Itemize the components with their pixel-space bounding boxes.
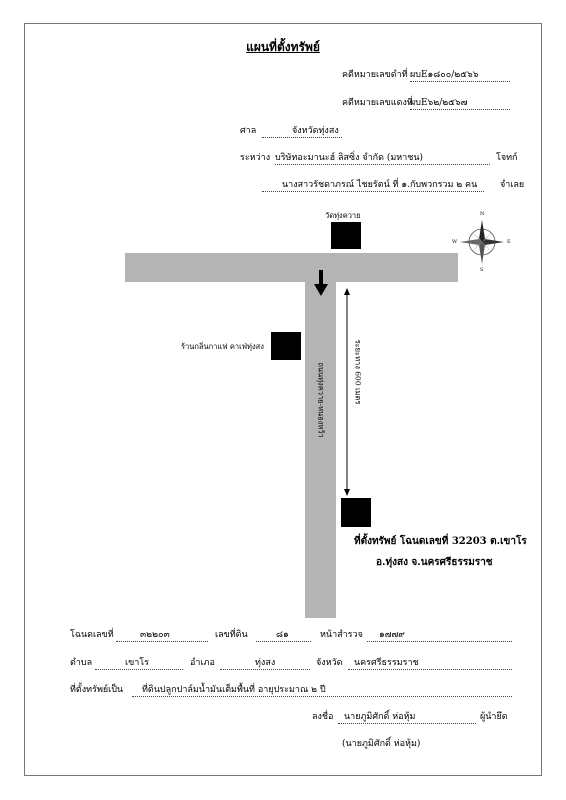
distance-arrow-icon	[342, 288, 352, 496]
sign-value: นายภูมิศักดิ์ ห่อหุ้ม	[338, 712, 476, 724]
court-label: ศาล	[240, 126, 257, 136]
subdistrict-label: ตำบล	[70, 658, 93, 668]
property-location-line2: อ.ทุ่งสง จ.นครศรีธรรมราช	[376, 557, 493, 568]
direction-arrow-icon	[314, 270, 328, 296]
between-label: ระหว่าง	[240, 153, 271, 163]
land-no-label: เลขที่ดิน	[215, 630, 248, 640]
compass-east-label: E	[507, 239, 511, 245]
plaintiff-label: โจทก์	[496, 153, 518, 163]
sign-label: ลงชื่อ	[312, 712, 334, 722]
compass-north-label: N	[480, 211, 485, 217]
red-case-value: ผบE๖๒/๒๕๖๗	[410, 98, 510, 110]
temple-label: วัดทุ่งควาย	[325, 211, 361, 220]
defendant-value: นางสาวรัชดาภรณ์ ไชยรัตน์ ที่ ๑.กับพวกรวม ๒ คน	[262, 180, 484, 192]
property-location-line1: ที่ตั้งทรัพย์ โฉนดเลขที่ 32203 ต.เขาโร	[354, 536, 527, 547]
district-value: ทุ่งสง	[220, 658, 310, 670]
distance-label: ระยะทาง 600 เมตร	[353, 339, 363, 405]
black-case-label: คดีหมายเลขดำที่	[342, 70, 408, 80]
province-label: จังหวัด	[316, 658, 343, 668]
page-title: แผนที่ตั้งทรัพย์	[246, 40, 320, 54]
compass-west-label: W	[452, 239, 458, 245]
compass-south-label: S	[480, 267, 484, 273]
province-value: นครศรีธรรมราช	[348, 658, 512, 670]
shop-marker	[271, 332, 301, 360]
deed-no-label: โฉนดเลขที่	[70, 630, 114, 640]
plaintiff-value: บริษัทอะมานะฮ์ ลิสซิ่ง จำกัด (มหาชน)	[275, 153, 490, 165]
defendant-label: จำเลย	[500, 180, 525, 190]
property-marker	[341, 498, 371, 527]
main-road	[125, 253, 458, 282]
black-case-value: ผบE๑๘๐๐/๒๕๖๖	[410, 70, 510, 82]
maker-label: ผู้นำยึด	[480, 712, 508, 722]
road-name-label: ถนนทุ่งควาย-หนองหว้า	[316, 362, 326, 438]
compass-rose-icon	[452, 212, 512, 272]
subdistrict-value: เขาโร	[95, 658, 183, 670]
survey-value: ๑๗๗๙	[367, 630, 512, 642]
red-case-label: คดีหมายเลขแดงที่	[342, 98, 413, 108]
shop-label: ร้านกลิ่นกาแฟ คาเฟ่ทุ่งสง	[181, 342, 264, 351]
district-label: อำเภอ	[190, 658, 215, 668]
property-type-value: ที่ดินปลูกปาล์มน้ำมันเต็มพื้นที่ อายุประมาณ ๒ ปี	[132, 685, 512, 697]
survey-label: หน้าสำรวจ	[320, 630, 363, 640]
property-type-label: ที่ตั้งทรัพย์เป็น	[70, 685, 124, 695]
side-road	[305, 282, 336, 618]
deed-no-value: ๓๒๒๐๓	[116, 630, 208, 642]
court-value: จังหวัดทุ่งสง	[262, 126, 342, 138]
temple-marker	[331, 222, 361, 249]
land-no-value: ๘๑	[256, 630, 311, 642]
printed-name: (นายภูมิศักดิ์ ห่อหุ้ม)	[342, 739, 421, 749]
